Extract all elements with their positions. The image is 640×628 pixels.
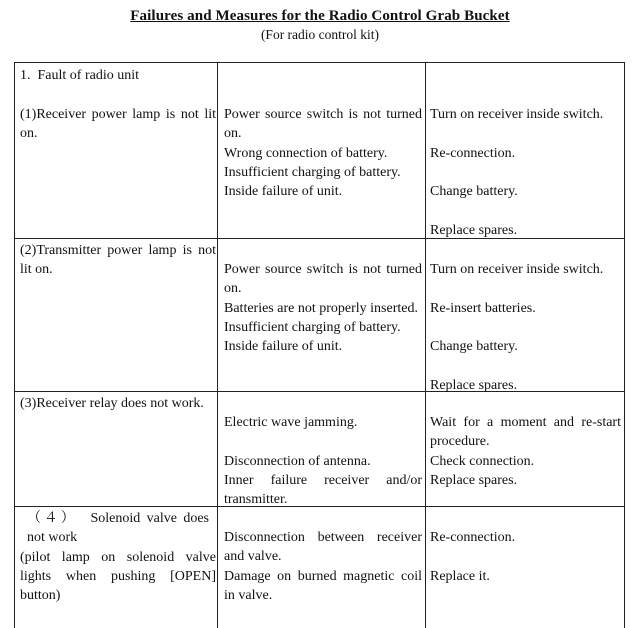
- cause-item: Disconnection between receiver and valve.: [224, 530, 422, 565]
- measure-item: Change battery.: [430, 339, 518, 355]
- cause-item: Insufficient charging of battery.: [224, 319, 401, 335]
- cause-item: Inside failure of unit.: [224, 339, 343, 355]
- measure-cell: [430, 260, 621, 395]
- measure-cell: [430, 105, 621, 240]
- document-subtitle: (For radio control kit): [260, 27, 380, 42]
- cause-item: Insufficient charging of battery.: [224, 164, 401, 180]
- cause-item: Power source switch is not turned on.: [224, 262, 422, 297]
- cause-cell: [224, 105, 422, 201]
- fault-title-text: （４） Solenoid valve does not work: [27, 511, 209, 546]
- measure-item: Replace spares.: [430, 222, 518, 238]
- fault-title: [20, 509, 216, 548]
- measure-item: Re-connection.: [430, 145, 516, 161]
- measure-item: Turn on receiver inside switch.: [430, 107, 604, 122]
- section-heading: 1. Fault of radio unit: [20, 68, 139, 83]
- cause-item: Disconnection of antenna.: [224, 453, 371, 469]
- fault-cell: [20, 509, 216, 605]
- measure-item: Re-connection.: [430, 530, 516, 545]
- cause-cell: [224, 260, 422, 356]
- measure-item: Replace it.: [430, 568, 490, 584]
- measure-item: Re-insert batteries.: [430, 300, 536, 316]
- cause-cell: [224, 413, 422, 509]
- measure-item: Replace spares.: [430, 377, 518, 393]
- cause-item: Electric wave jamming.: [224, 415, 358, 430]
- cause-item: Inside failure of unit.: [224, 184, 343, 200]
- cause-item: Inner failure receiver and/or transmitter.: [224, 472, 422, 508]
- column-divider: [425, 63, 426, 628]
- cause-item: Damage on burned magnetic coil in valve.: [224, 568, 422, 603]
- fault-note: (pilot lamp on solenoid valve lights when pushing [OPEN] button): [20, 549, 216, 604]
- column-divider: [217, 63, 218, 628]
- measure-item: Wait for a moment and re-start procedure.: [430, 415, 621, 450]
- cause-cell: [224, 528, 422, 605]
- failures-table: [14, 62, 625, 628]
- document-title: Failures and Measures for the Radio Control Grab Bucket: [130, 8, 510, 24]
- fault-cell: (2)Transmitter power lamp is not lit on.: [20, 243, 216, 278]
- cause-item: Wrong connection of battery.: [224, 145, 388, 161]
- cause-item: Batteries are not properly inserted.: [224, 300, 418, 316]
- measure-item: Replace spares.: [430, 472, 518, 488]
- measure-item: Turn on receiver inside switch.: [430, 262, 604, 277]
- measure-cell: [430, 528, 621, 586]
- fault-cell: (3)Receiver relay does not work.: [20, 396, 204, 411]
- measure-cell: [430, 413, 621, 490]
- cause-item: Power source switch is not turned on.: [224, 107, 422, 142]
- measure-item: Check connection.: [430, 453, 535, 469]
- measure-item: Change battery.: [430, 184, 518, 200]
- fault-cell: (1)Receiver power lamp is not lit on.: [20, 107, 216, 142]
